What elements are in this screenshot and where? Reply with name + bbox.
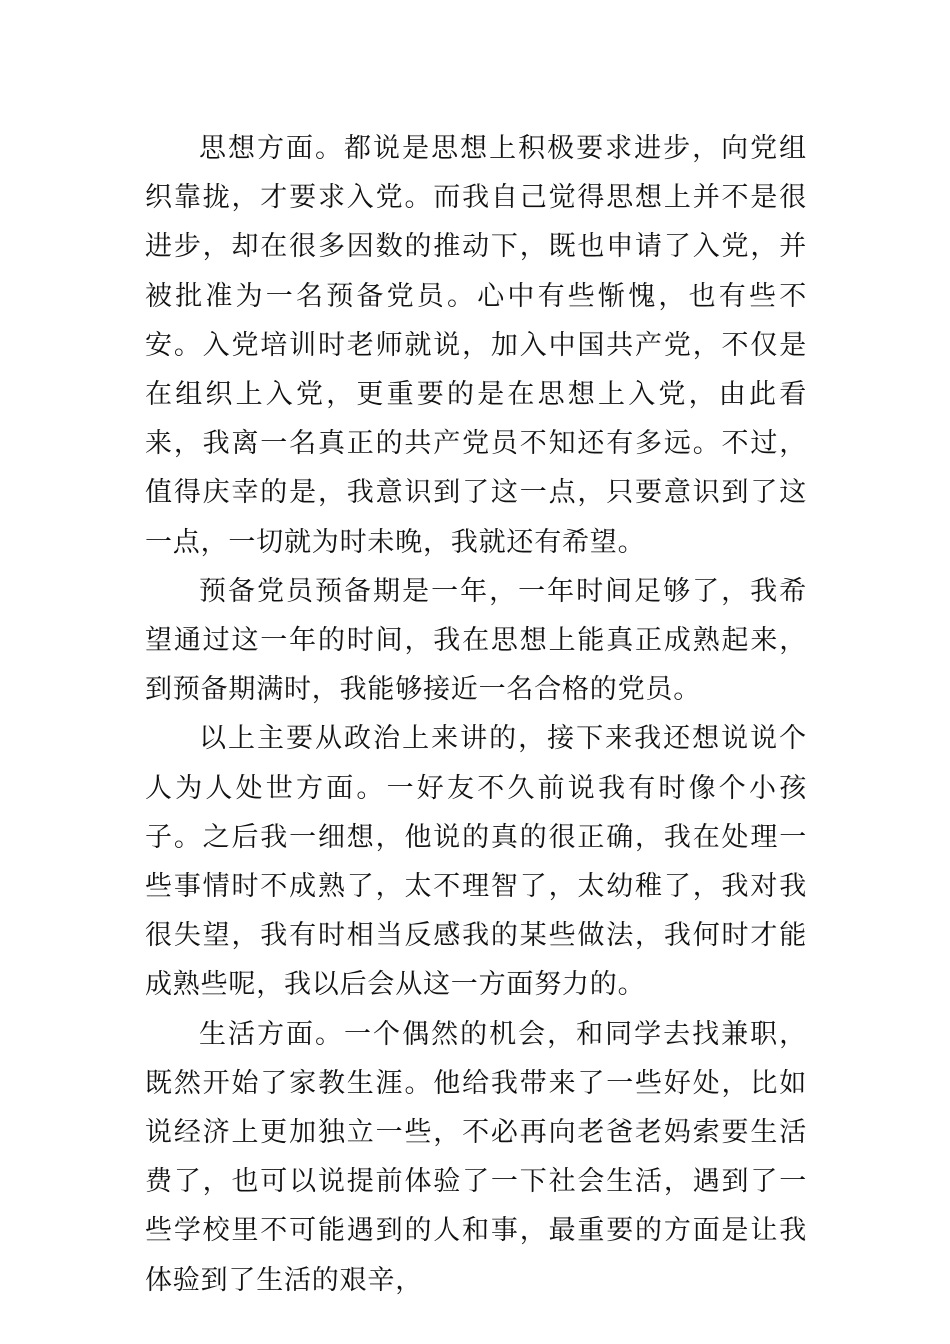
paragraph-life: 生活方面。一个偶然的机会，和同学去找兼职，既然开始了家教生涯。他给我带来了一些好处，比如说经济上更加独立一些，不必再向老爸老妈索要生活费了，也可以说提前体验了一下社会生活，遇到了一些学校里不可能遇到的人和事，最重要的方面是让我体验到了生活的艰辛， bbox=[145, 1018, 807, 1296]
paragraph-conduct: 以上主要从政治上来讲的，接下来我还想说说个人为人处世方面。一好友不久前说我有时像个小孩子。之后我一细想，他说的真的很正确，我在处理一些事情时不成熟了，太不理智了，太幼稚了，我对我很失望，我有时相当反感我的某些做法，我何时才能成熟些呢，我以后会从这一方面努力的。 bbox=[145, 723, 807, 1001]
paragraph-thought: 思想方面。都说是思想上积极要求进步，向党组织靠拢，才要求入党。而我自己觉得思想上并不是很进步，却在很多因数的推动下，既也申请了入党，并被批准为一名预备党员。心中有些惭愧，也有些不安。入党培训时老师就说，加入中国共产党，不仅是在组织上入党，更重要的是在思想上入党，由此看来，我离一名真正的共产党员不知还有多远。不过，值得庆幸的是，我意识到了这一点，只要意识到了这一点，一切就为时未晚，我就还有希望。 bbox=[145, 133, 807, 558]
paragraph-probation: 预备党员预备期是一年，一年时间足够了，我希望通过这一年的时间，我在思想上能真正成熟起来，到预备期满时，我能够接近一名合格的党员。 bbox=[145, 575, 807, 706]
document-body bbox=[145, 124, 807, 1305]
